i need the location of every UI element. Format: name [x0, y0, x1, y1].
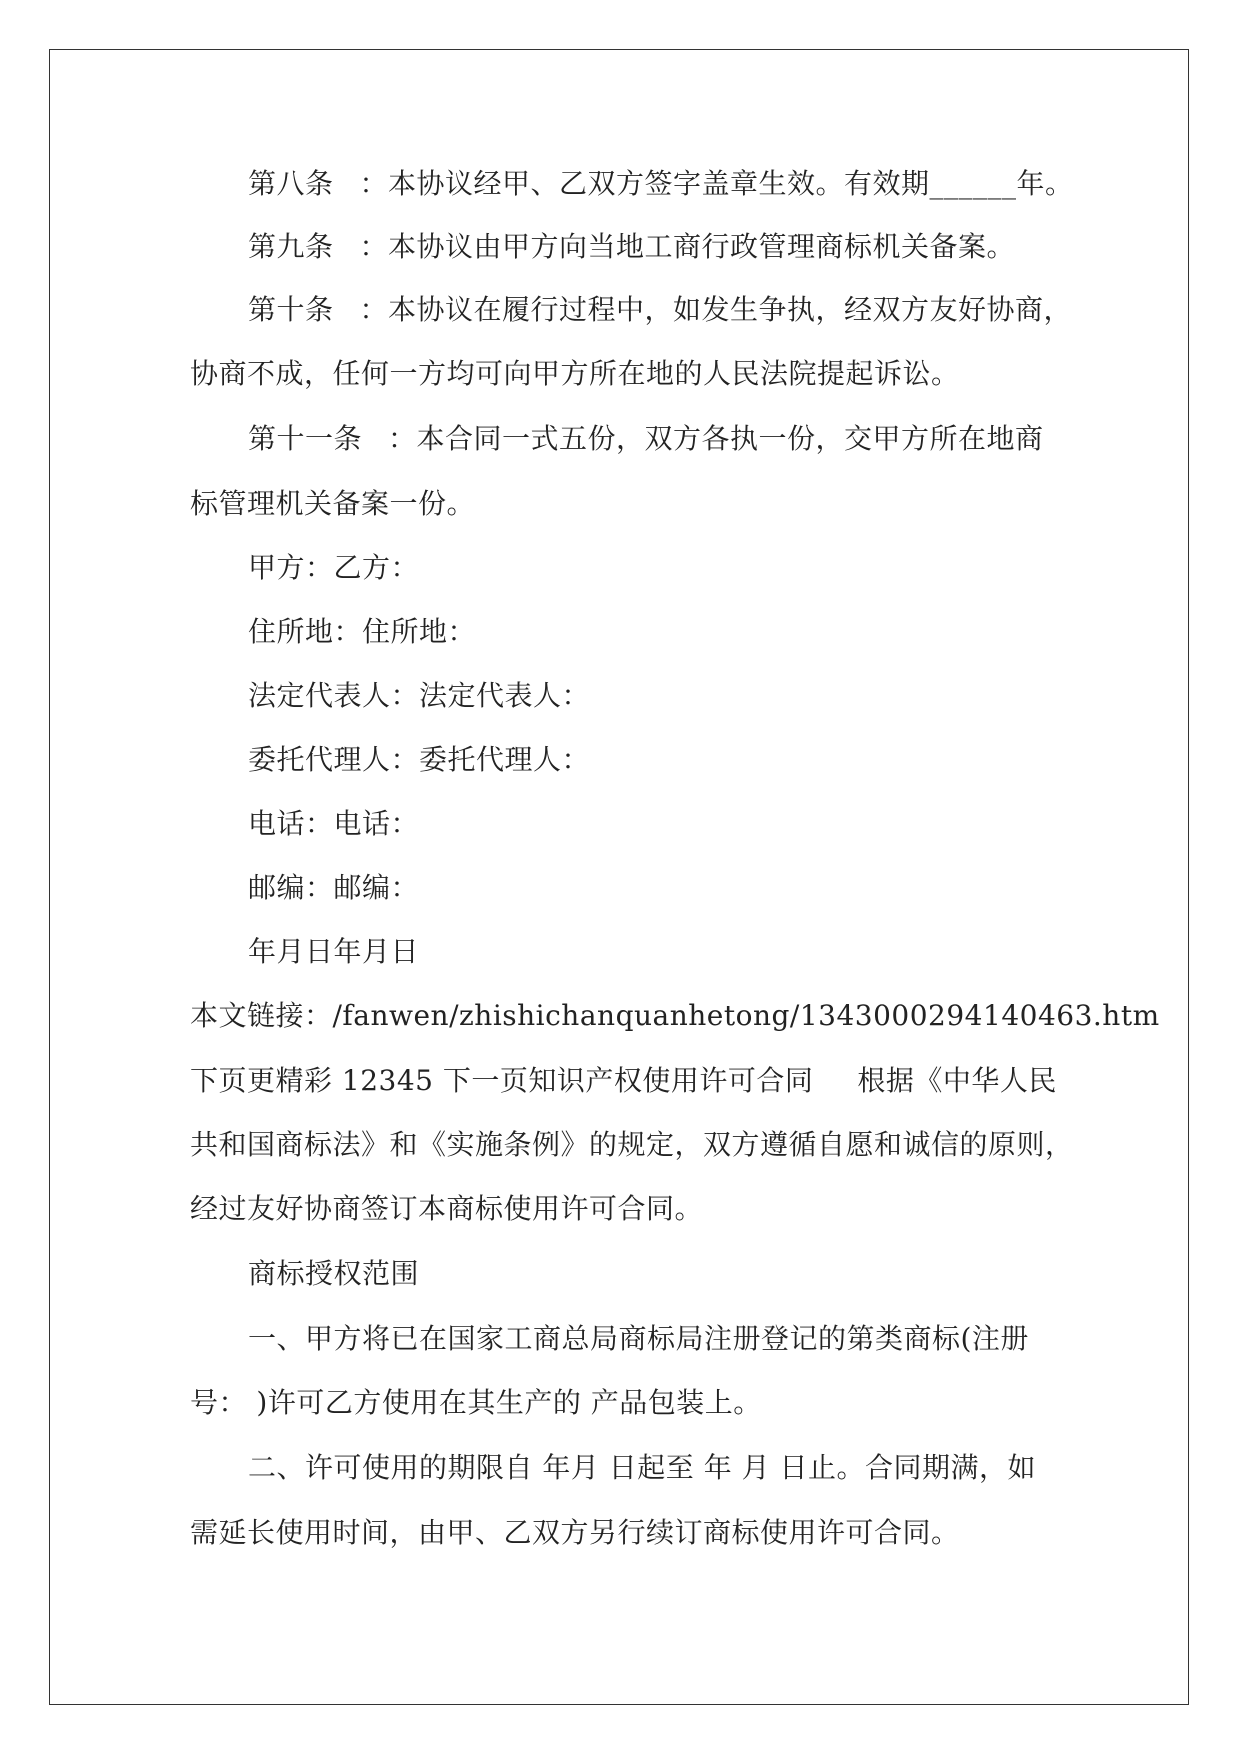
next-page-text: 下页更精彩 12345 下一页知识产权使用许可合同: [190, 1064, 814, 1097]
agent-line: 委托代理人：委托代理人：: [248, 743, 591, 776]
clause-2-continued: 需延长使用时间，由甲、乙双方另行续订商标使用许可合同。: [190, 1516, 960, 1549]
article-8-heading: 第八条: [248, 167, 334, 200]
article-8: [248, 166, 1074, 202]
legal-rep-line: 法定代表人：法定代表人：: [248, 679, 591, 712]
next-page-line: [190, 1063, 1057, 1099]
article-9-heading: 第九条: [248, 230, 334, 263]
article-10-text: ：本协议在履行过程中，如发生争执，经双方友好协商，: [359, 293, 1073, 326]
phone-line: 电话：电话：: [248, 807, 420, 840]
article-9: [248, 229, 1015, 265]
article-10-heading: 第十条: [248, 293, 334, 326]
clause-1-continued: 号： )许可乙方使用在其生产的 产品包装上。: [190, 1386, 762, 1419]
address-line: 住所地：住所地：: [248, 615, 477, 648]
date-line: 年月日年月日: [248, 935, 420, 968]
article-8-text: ：本协议经甲、乙双方签字盖章生效。有效期______年。: [359, 167, 1074, 200]
article-10-continued: 协商不成，任何一方均可向甲方所在地的人民法院提起诉讼。: [190, 357, 960, 390]
clause-2: 二、许可使用的期限自 年月 日起至 年 月 日止。合同期满，如: [248, 1451, 1037, 1484]
contract-intro-start: 根据《中华人民: [857, 1064, 1057, 1097]
article-9-text: ：本协议由甲方向当地工商行政管理商标机关备案。: [359, 230, 1016, 263]
article-10: [248, 292, 1072, 328]
article-11: [248, 421, 1044, 457]
clause-1: 一、甲方将已在国家工商总局商标局注册登记的第类商标(注册: [248, 1322, 1029, 1355]
party-line: 甲方：乙方：: [248, 551, 420, 584]
article-11-text: ：本合同一式五份，双方各执一份，交甲方所在地商: [388, 422, 1044, 455]
article-11-heading: 第十一条: [248, 422, 363, 455]
article-link: 本文链接：/fanwen/zhishichanquanhetong/1343000294140463.htm: [190, 999, 1160, 1032]
article-11-continued: 标管理机关备案一份。: [190, 487, 476, 520]
contract-intro-line-2: 共和国商标法》和《实施条例》的规定，双方遵循自愿和诚信的原则，: [190, 1128, 1074, 1161]
postcode-line: 邮编：邮编：: [248, 871, 420, 904]
contract-intro-line-3: 经过友好协商签订本商标使用许可合同。: [190, 1192, 704, 1225]
section-heading-scope: 商标授权范围: [248, 1257, 420, 1290]
